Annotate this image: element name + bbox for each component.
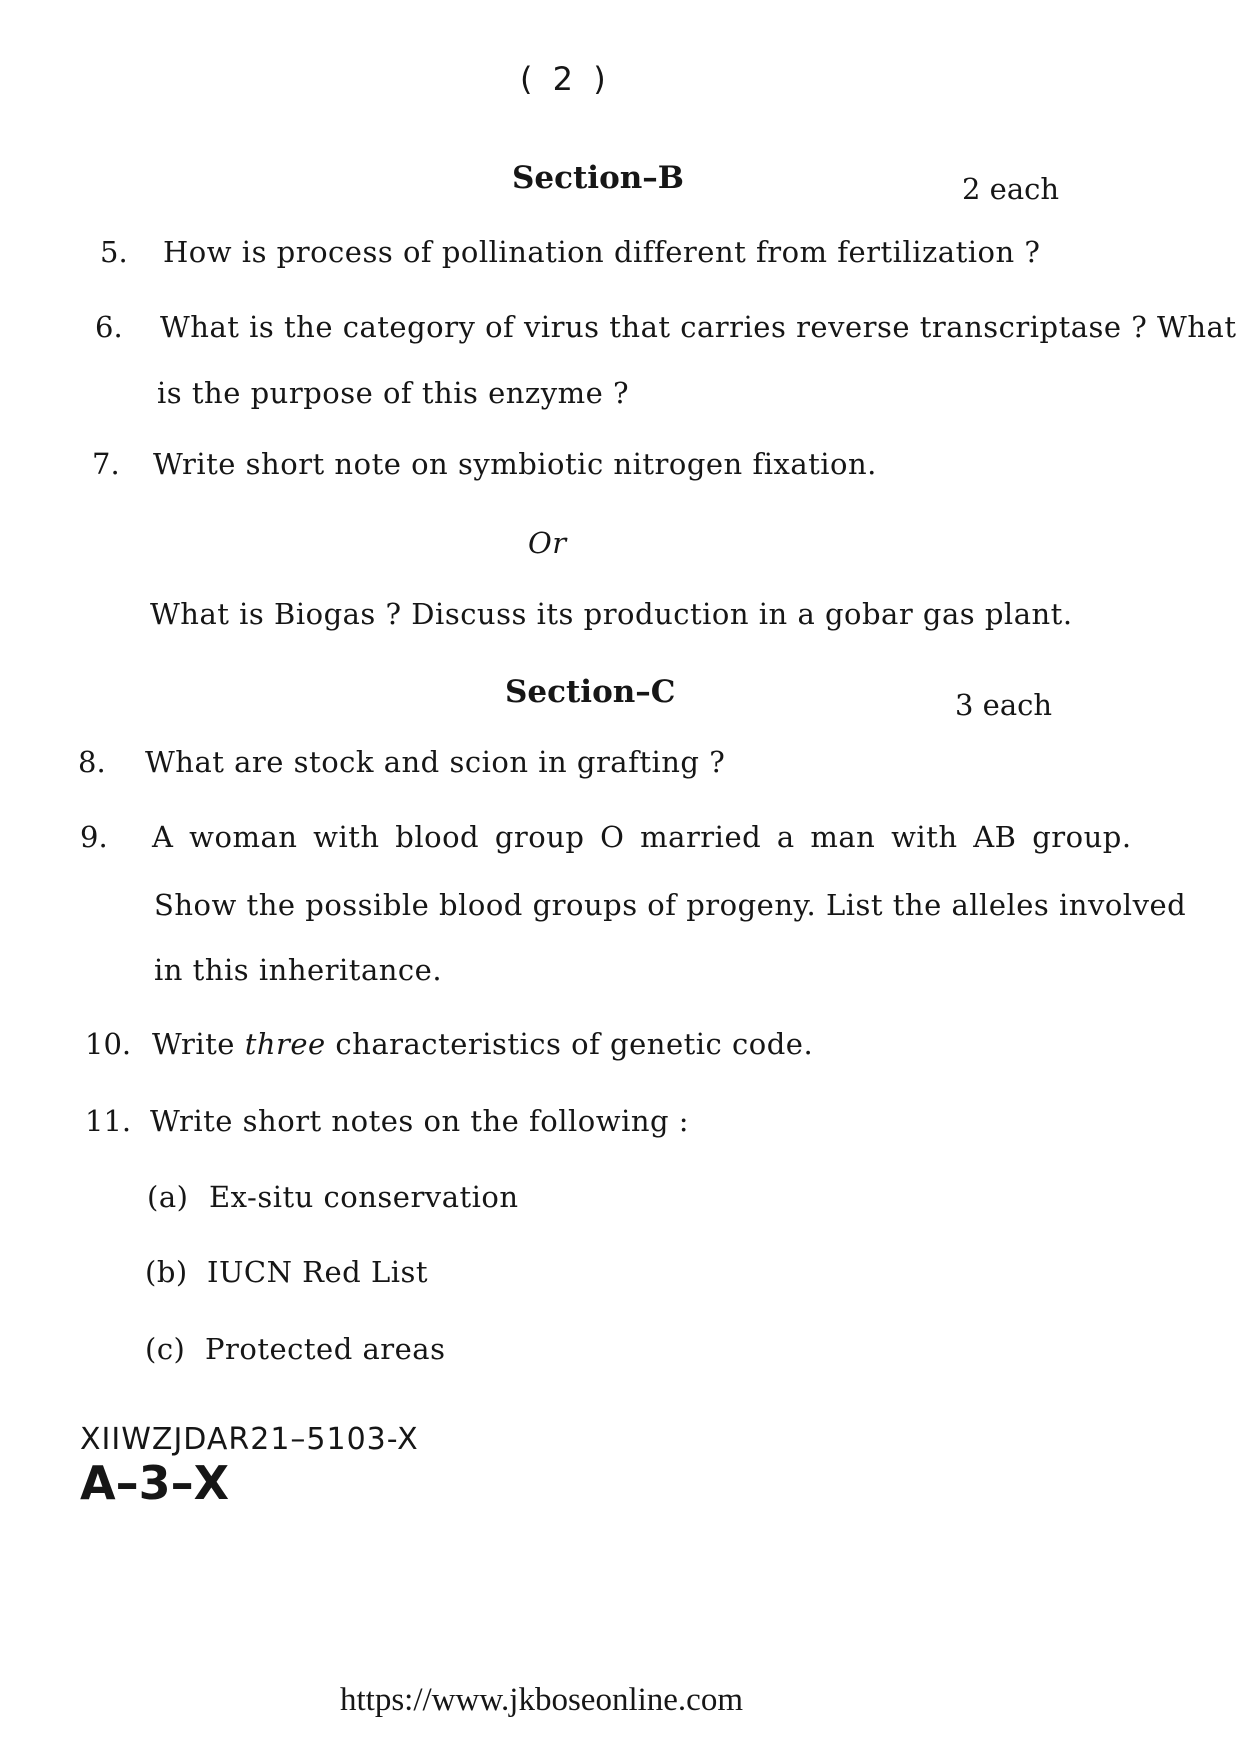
section-b-marks: 2 each [962,172,1060,206]
question-6-line-1: What is the category of virus that carries reverse transcriptase ? What [160,310,1237,344]
question-7-text: Write short note on symbiotic nitrogen fixation. [153,447,877,481]
question-8-text: What are stock and scion in grafting ? [145,745,726,779]
question-number-9: 9. [80,820,108,854]
question-11-text: Write short notes on the following : [150,1104,690,1138]
question-5-text: How is process of pollination different from fertilization ? [163,235,1041,269]
question-7-alternative: What is Biogas ? Discuss its production in a gobar gas plant. [150,597,1073,631]
question-number-10: 10. [85,1027,132,1061]
question-10-emphasis: three [244,1027,326,1061]
question-9-line-3: in this inheritance. [154,953,443,987]
question-number-5: 5. [100,235,128,269]
question-9-line-1: A woman with blood group O married a man with AB group. [152,820,1132,854]
series-code: A–3–X [80,1456,230,1510]
sub-item-text-a: Ex-situ conservation [209,1180,519,1214]
section-c-title: Section–C [505,674,676,710]
question-number-8: 8. [78,745,106,779]
question-9-line-2: Show the possible blood groups of progeny. List the alleles involved [154,888,1187,922]
question-number-6: 6. [95,310,123,344]
section-b-title: Section–B [512,160,684,196]
or-label: Or [528,526,567,560]
paper-code: XIIWZJDAR21–5103-X [80,1422,419,1457]
question-10-text-post: characteristics of genetic code. [325,1027,814,1061]
question-6-line-2: is the purpose of this enzyme ? [157,376,630,410]
question-10-text-pre: Write [152,1027,245,1061]
footer-url[interactable]: https://www.jkboseonline.com [340,1682,743,1718]
sub-item-text-c: Protected areas [205,1332,446,1366]
question-number-11: 11. [85,1104,132,1138]
sub-item-label-c: (c) [145,1332,186,1366]
question-number-7: 7. [92,447,120,481]
section-c-marks: 3 each [955,688,1053,722]
sub-item-label-b: (b) [145,1255,188,1289]
page-number: ( 2 ) [520,60,606,98]
sub-item-label-a: (a) [147,1180,189,1214]
question-10-text [152,1027,813,1061]
sub-item-text-b: IUCN Red List [207,1255,429,1289]
